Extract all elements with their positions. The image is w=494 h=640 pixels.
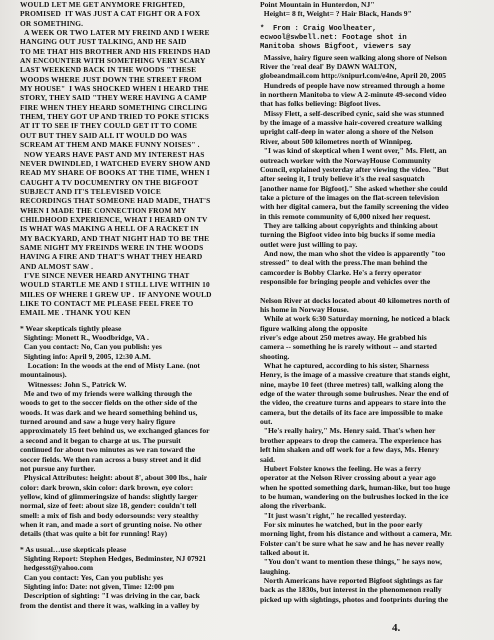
text-line: River, about 500 kilometres north of Winnipeg.: [260, 136, 413, 146]
text-line: TO ME THAT HIS BROTHER AND HIS FREINDS HAD: [20, 46, 211, 56]
text-line: figure walking along the opposite: [260, 323, 368, 333]
text-line: WOULD LET ME GET ANYMORE FRIGHTED,: [20, 0, 185, 9]
text-line: IS WHAT WAS MAKING A HELL OF A RACKET IN: [20, 224, 199, 234]
text-line: outlet were just willing to pay.: [260, 239, 358, 249]
text-line: Hundreds of people have now streamed through a home: [260, 80, 445, 90]
text-line: picked up with sightings, photos and footprints during the: [260, 594, 448, 604]
text-line: River the 'real deal' By DAWN WALTON,: [260, 62, 397, 72]
text-line: I'VE SINCE NEVER HEARD ANYTHING THAT: [20, 270, 190, 280]
text-line: brother appears to drop the camera. The experience has: [260, 435, 442, 445]
right-column: [260, 0, 488, 604]
text-line: While at work 6:30 Saturday morning, he noticed a black: [260, 314, 450, 324]
text-line: turned around and saw a huge very hairy figure: [20, 417, 176, 427]
text-line: For six minutes he watched, but in the poor early: [260, 519, 423, 529]
text-line: camcorder is Bobby Clarke. He's a ferry operator: [260, 267, 422, 277]
text-line: EMAIL ME . THANK YOU KEN: [20, 308, 131, 318]
text-line: approximately 15 feet behind us, we exchanged glances for: [20, 426, 210, 436]
text-line: "He's really hairy," Ms. Henry said. That's when her: [260, 426, 436, 436]
text-line: HAVING A FIRE AND THAT'S WHAT THEY HEARD: [20, 252, 203, 262]
text-line: LIKE TO CONTACT ME PLEASE FEEL FREE TO: [20, 299, 194, 308]
page-number: 4.: [392, 622, 401, 634]
text-line: woods. It was dark and we heard something behind us,: [20, 407, 198, 417]
text-line: They are talking about copyrights and thinking about: [260, 220, 438, 230]
text-line: by the image of a massive hair-covered creature walking: [260, 118, 442, 128]
text-line: when he spotted something dark, human-like, but too huge: [260, 482, 451, 492]
sighting-report-monett: [20, 324, 248, 539]
text-line: Sighting: Monett R., Woodbridge, VA .: [20, 333, 149, 343]
text-line: normal, size of feet: about size 18, gender: couldn't tell: [20, 501, 197, 511]
text-line: AND ALMOST SAW .: [20, 261, 94, 271]
text-line: globeandmail.com http://snipurl.com/e4ne, April 20, 2005: [260, 71, 447, 81]
text-line: take a picture of the images on the flat-screen television: [260, 192, 440, 202]
left-column: [20, 0, 248, 610]
text-line: Sighting Report: Stephen Hedges, Bedminster, NJ 07921: [20, 553, 207, 563]
text-line: upright calf-deep in water along a shore of the Nelson: [260, 127, 434, 137]
text-line: continued for about two minutes as we ran toward the: [20, 445, 196, 455]
text-line: OUT BUT THEY SAID ALL IT WOULD DO WAS: [20, 130, 188, 140]
text-line: turning the Bigfoot video into big bucks if some media: [260, 230, 436, 240]
text-line: Henry, is the image of a massive creature that stands eight,: [260, 370, 450, 380]
text-line: in northern Manitoba to view A 2-minute 49-second video: [260, 90, 447, 100]
text-line: Manitoba shows Bigfoot, viewers say: [260, 43, 411, 52]
text-line: to be human, wandering on the bulrushes locked in the ice: [260, 491, 449, 501]
text-line: edge of the water through some bulrushes. Near the end of: [260, 389, 449, 399]
text-line: AT IT TO SEE IF THEY COULD GET IT TO COME: [20, 121, 198, 131]
text-line: What he captured, according to his sister, Sharness: [260, 361, 429, 371]
text-line: PROMISED IT WAS JUST A CAT FIGHT OR A FOX: [20, 9, 201, 19]
text-line: HANGING OUT JUST TALKING, AND HE SAID: [20, 37, 187, 47]
text-line: SAME NIGHT MY FREINDS WERE IN THE WOODS: [20, 242, 204, 252]
text-line: river's edge about 250 metres away. He grabbed his: [260, 333, 427, 343]
text-line: STORY, THEY SAID "THEY WERE HAVING A CAMP: [20, 93, 207, 103]
text-line: laughing.: [260, 566, 291, 576]
text-line: Height= 8 ft, Weight= ? Hair Black, Hands 9": [260, 9, 412, 19]
text-line: NOW YEARS HAVE PAST AND MY INTEREST HAS: [20, 149, 205, 159]
text-line: details (that was quite a bit for running! Ray): [20, 529, 168, 539]
text-line: out.: [260, 417, 273, 427]
text-line: woods to get to the soccer fields on the other side of the: [20, 398, 198, 408]
text-line: Can you contact: Yes, Can you publish: yes: [20, 572, 164, 582]
text-line: camera -- something he is rarely without -- and started: [260, 342, 437, 352]
text-line: [another name for Bigfoot]." She asked whether she could: [260, 183, 448, 193]
text-line: WHEN I MADE THE CONNECTION FROM MY: [20, 205, 187, 215]
text-line: yellow, kind of glimmeringsize of hands: slightly larger: [20, 491, 198, 501]
text-line: "I was kind of skeptical when I went over," Ms. Flett, an: [260, 146, 447, 156]
text-line: MY HOUSE" I WAS SHOCKED WHEN I HEARD THE: [20, 84, 209, 94]
text-line: outreach worker with the NorwayHouse Community: [260, 155, 431, 165]
text-line: Point Mountain in Hunterdon, NJ": [260, 0, 375, 9]
ken-letter: [20, 0, 248, 318]
text-line: Sighting info: April 9, 2005, 12:30 A.M.: [20, 351, 151, 361]
text-line: left him shaken and off work for a few days, Ms. Henry: [260, 445, 439, 455]
text-line: back as the 1830s, but interest in the phenomenon really: [260, 585, 442, 595]
sighting-report-hedges: [20, 545, 248, 610]
text-line: the video, the creature turns and appears to stare into the: [260, 398, 446, 408]
text-line: talked about it.: [260, 547, 310, 557]
text-line: in this remote community of 6,000 nixed her request.: [260, 211, 431, 221]
text-line: mountainous).: [20, 370, 67, 380]
text-line: camera, but the details of its face are impossible to make: [260, 407, 443, 417]
text-line: from the dentist and there it was, walking in a valley by: [20, 600, 200, 610]
text-line: Folster can't be sure what he saw and he has never really: [260, 538, 445, 548]
text-line: after seeing it, I truly believe it's the real sasquatch: [260, 174, 425, 184]
text-line: SUBJECT AND IT'S TELEVISED VOICE: [20, 186, 161, 196]
text-line: that has folks believing: Bigfoot lives.: [260, 99, 381, 109]
text-line: Massive, hairy figure seen walking along shore of Nelson: [260, 52, 447, 62]
text-line: operator at the Nelson River crossing about a year ago: [260, 473, 436, 483]
text-line: "You don't want to mention these things," he says now,: [260, 557, 443, 567]
text-line: THEM, THEY GOT UP AND TRIED TO POKE STICKS: [20, 112, 210, 122]
text-line: said.: [260, 454, 275, 464]
text-line: Can you contact: No, Can you publish: yes: [20, 342, 162, 352]
text-line: when it ran, and made a sort of grunting noise. No other: [20, 519, 203, 529]
text-line: "It just wasn't right," he recalled yesterday.: [260, 510, 407, 520]
text-line: Sighting info: Date: not given, Time: 12:00 pm: [20, 581, 175, 591]
text-line: not pursue any further.: [20, 463, 96, 473]
text-line: [260, 286, 488, 295]
text-line: smell: a mix of fish and body odorsounds: very stealthy: [20, 510, 199, 520]
text-line: MY BACKYARD, AND THAT NIGHT HAD TO BE THE: [20, 233, 210, 243]
text-line: Witnesses: John S., Patrick W.: [20, 379, 127, 389]
text-line: Location: In the woods at the end of Misty Lane. (not: [20, 361, 200, 371]
text-line: A WEEK OR TWO LATER MY FREIND AND I WERE: [20, 28, 210, 38]
text-line: morning light, from his distance and without a camera, Mr.: [260, 529, 452, 539]
text-line: WOODS WHERE JUST DOWN THE STREET FROM: [20, 74, 202, 84]
text-line: AN ENCOUNTER WITH SOMETHING VERY SCARY: [20, 56, 206, 66]
text-line: * From : Craig Woolheater,: [260, 24, 377, 33]
text-line: Hubert Folster knows the feeling. He was a ferry: [260, 463, 422, 473]
text-line: NEVER DWINDLED, I WATCHED EVERY SHOW AND: [20, 158, 211, 168]
forwarded-article-header: [260, 25, 488, 53]
text-line: Nelson River at docks located about 40 kilometres north of: [260, 295, 450, 305]
text-line: with her digital camera, but the family screening the video: [260, 202, 449, 212]
text-line: his home in Norway House.: [260, 305, 349, 314]
text-line: ecwool@swbell.net: Footage shot in: [260, 34, 407, 43]
text-line: FIRE WHEN THEY HEARD SOMETHING CIRCLING: [20, 102, 208, 112]
text-line: stressed" to deal with the press.The man behind the: [260, 258, 428, 268]
text-line: * As usual…use skepticals please: [20, 544, 127, 554]
text-line: shooting.: [260, 351, 290, 361]
text-line: Council, explained yesterday after viewing the video. "But: [260, 164, 449, 174]
text-line: Missy Flett, a self-described cynic, said she was stunned: [260, 108, 444, 118]
text-line: MILES OF WHERE I GREW UP . IF ANYONE WOULD: [20, 289, 212, 299]
text-line: CHILDHOOD EXPERIENCE, WHAT I HEARD ON TV: [20, 214, 208, 224]
text-line: nine, maybe 10 feet (three metres) tall, walking along the: [260, 379, 444, 389]
text-line: SCREAM AT THEM AND MAKE FUNNY NOISES" .: [20, 140, 200, 150]
text-line: a second and it began to charge at us. The pursuit: [20, 435, 181, 445]
text-line: Physical Attributes: height: about 8', about 300 lbs., hair: [20, 473, 208, 483]
text-line: OR SOMETHING.: [20, 18, 84, 28]
text-line: along the riverbank.: [260, 501, 327, 511]
text-line: RECORDINGS THAT SOMEONE HAD MADE, THAT'S: [20, 196, 211, 206]
text-line: WOULD STARTLE ME AND I STILL LIVE WITHIN 10: [20, 280, 210, 290]
text-line: Me and two of my friends were walking through the: [20, 389, 193, 399]
text-line: North Americans have reported Bigfoot sightings as far: [260, 575, 444, 585]
text-line: color: dark brown, skin color: dark brown, eye color:: [20, 482, 194, 492]
text-line: * Wear skepticals tightly please: [20, 323, 122, 333]
text-line: READ MY SHARE OF BOOKS AT THE TIME, WHEN I: [20, 168, 210, 178]
text-line: Description of sighting: "I was driving in the car, back: [20, 591, 200, 601]
manitoba-bigfoot-article: [260, 53, 488, 604]
text-line: hedgesst@yahoo.com: [20, 563, 94, 573]
text-line: And now, the man who shot the video is apparently "too: [260, 248, 446, 258]
hedges-report-continued: [260, 0, 488, 19]
text-line: responsible for bringing people and vehicles over the: [260, 276, 431, 286]
text-line: soccer fields. We then ran across a busy street and it did: [20, 454, 201, 464]
text-line: LAST WEEKEND BACK IN THE WOODS "THESE: [20, 65, 197, 75]
text-line: CAUGHT A TV DOCUMENTRY ON THE BIGFOOT: [20, 177, 199, 187]
